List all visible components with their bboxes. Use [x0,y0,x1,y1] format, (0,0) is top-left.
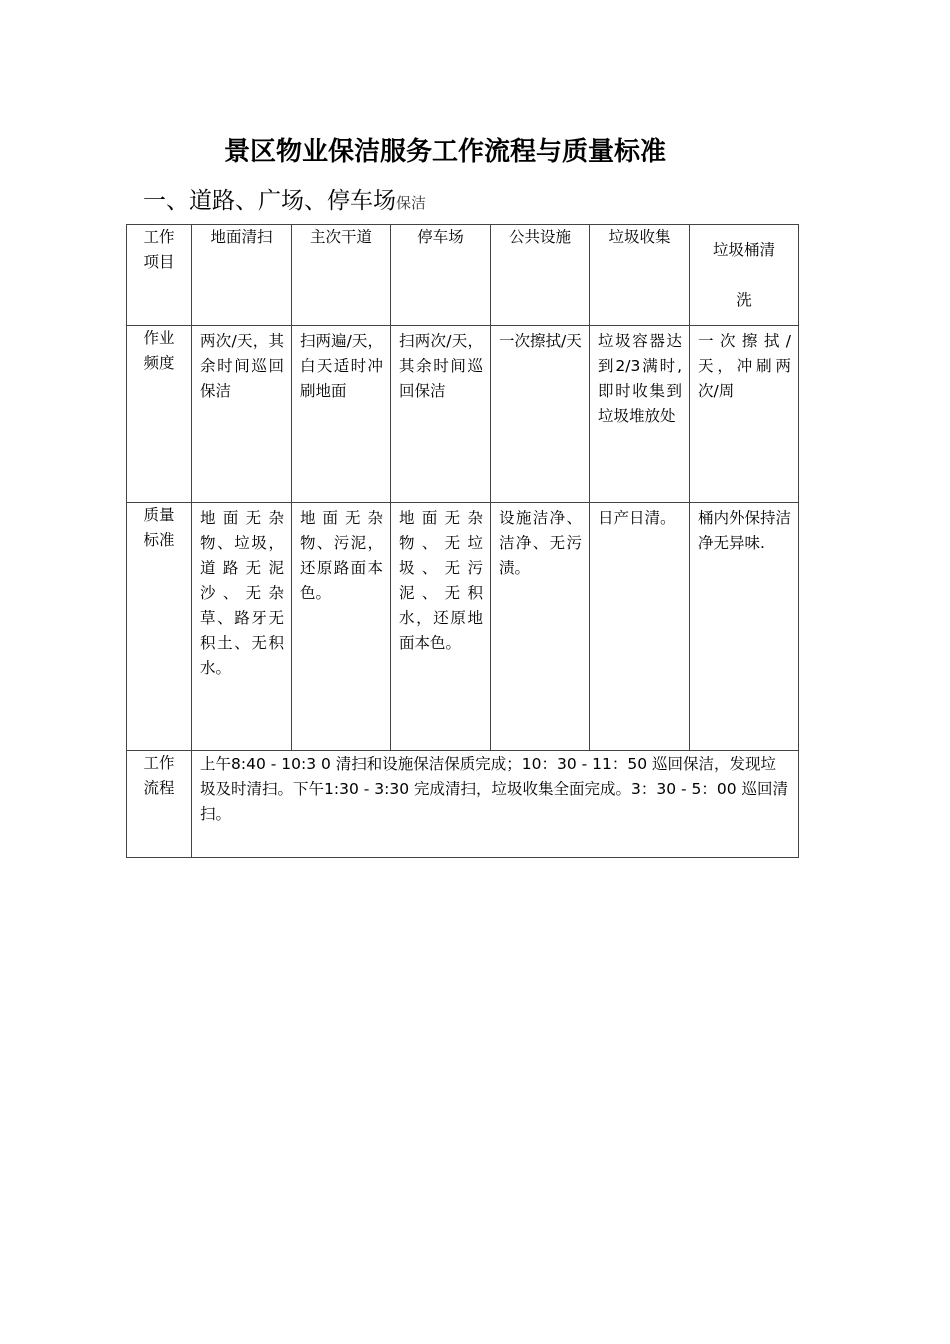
row-header [127,503,192,751]
column-header: 停车场 [391,225,491,326]
column-header [690,225,799,326]
table-cell-text: 扫两遍/天，白天适时冲刷地面 [300,332,383,400]
table-cell [690,326,799,503]
table-cell [192,326,292,503]
table-header-row [127,225,799,326]
column-header: 地面清扫 [192,225,292,326]
table-row-quality [127,503,799,751]
table-cell-text: 设施洁净、洁净、无污渍。 [499,509,582,577]
table-cell-text: 两次/天，其余时间巡回保洁 [200,332,284,400]
section-heading-suffix: 保洁 [396,194,427,212]
section-heading-text: 一、道路、广场、停车场 [143,188,396,214]
row-header [127,751,192,858]
document-title: 景区物业保洁服务工作流程与质量标准 [223,137,666,167]
table-cell [491,503,590,751]
row-header-line-1: 作业 [143,329,175,347]
row-header-line-2: 流程 [143,779,175,797]
table-cell-text: 地面无杂物、无垃圾、无污泥、无积水，还原地面本色。 [399,509,483,652]
corner-header-line-2: 项目 [143,253,175,271]
row-header-line-2: 频度 [143,354,175,372]
table-cell [391,326,491,503]
column-header-line-1: 垃圾桶清 [712,241,775,259]
table-cell-text: 一次擦拭/天，冲刷两次/周 [698,332,791,400]
row-header-line-2: 标准 [143,531,175,549]
workflow-cell [192,751,799,858]
column-header: 主次干道 [292,225,391,326]
section-heading [143,182,426,222]
column-header-line-2: 洗 [736,291,752,309]
column-header: 垃圾收集 [590,225,690,326]
table-cell-text: 扫两次/天，其余时间巡回保洁 [399,332,483,400]
table-cell [391,503,491,751]
row-header [127,326,192,503]
table-cell [690,503,799,751]
table-cell [590,326,690,503]
table-cell [292,503,391,751]
table-cell-text: 地面无杂物、垃圾，道路无泥沙、无杂草、路牙无积土、无积水。 [200,509,284,677]
row-header-line-1: 质量 [143,506,175,524]
table-cell-text: 地面无杂物、污泥，还原路面本色。 [300,509,383,602]
table-cell-text: 日产日清。 [598,509,676,527]
corner-header [127,225,192,326]
table-row-workflow [127,751,799,858]
table-cell [192,503,292,751]
table-cell-text: 垃圾容器达到2/3满时,即时收集到垃圾堆放处 [598,332,682,425]
table-cell [590,503,690,751]
table-cell-text: 一次擦拭/天 [499,332,582,350]
table-row-frequency [127,326,799,503]
row-header-line-1: 工作 [143,754,175,772]
table-cell [292,326,391,503]
workflow-text: 上午8:40 - 10:3 0 清扫和设施保洁保质完成；10：30 - 11：50 巡回保洁，发现垃圾及时清扫。下午1:30 - 3:30 完成清扫，垃圾收集全面完成。3：30 - 5：00 巡回清扫。 [200,755,789,823]
table-cell-text: 桶内外保持洁净无异味. [698,509,792,552]
table-cell [491,326,590,503]
cleaning-standards-table [126,224,799,858]
column-header: 公共设施 [491,225,590,326]
corner-header-line-1: 工作 [143,228,175,246]
